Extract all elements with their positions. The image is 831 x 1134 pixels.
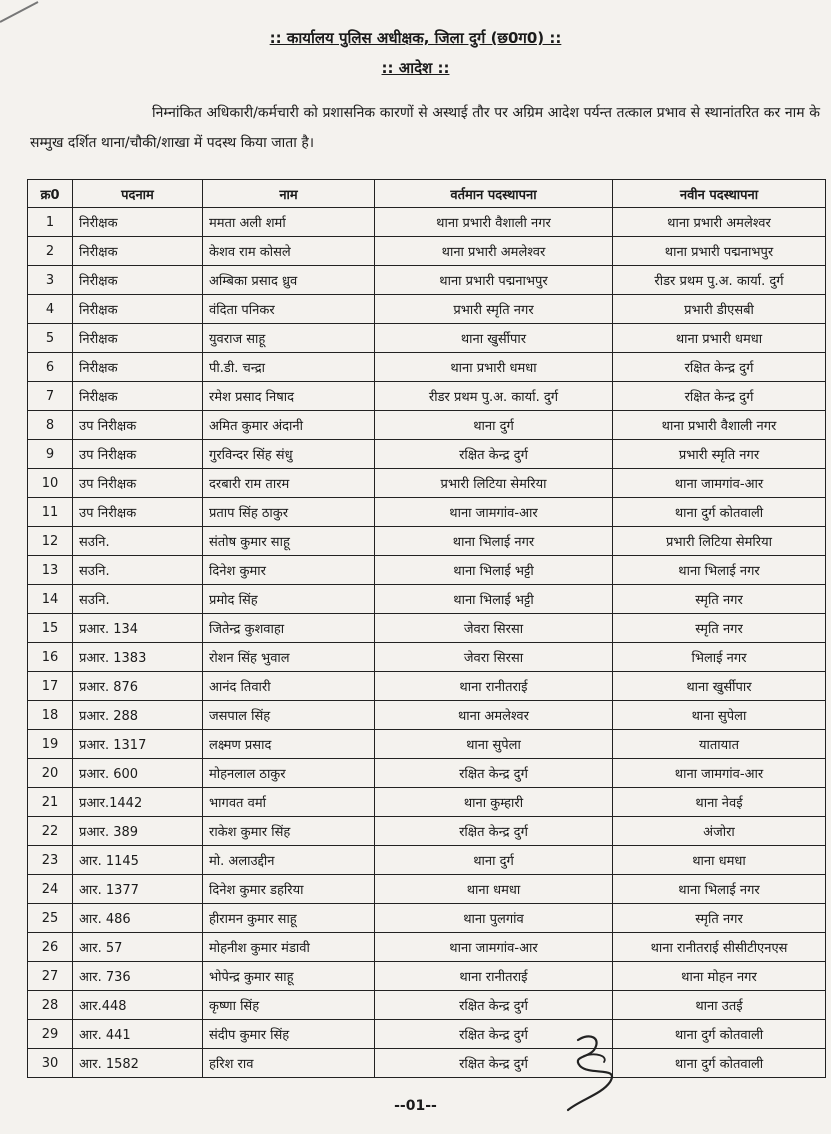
serial-cell: 23 bbox=[28, 846, 73, 875]
serial-cell: 29 bbox=[28, 1020, 73, 1049]
new-posting-cell: थाना सुपेला bbox=[613, 701, 826, 730]
name-cell: दिनेश कुमार bbox=[203, 556, 375, 585]
current-posting-cell: थाना सुपेला bbox=[375, 730, 613, 759]
name-cell: मो. अलाउद्दीन bbox=[203, 846, 375, 875]
table-row bbox=[28, 759, 826, 788]
new-posting-cell: थाना मोहन नगर bbox=[613, 962, 826, 991]
table-row bbox=[28, 730, 826, 759]
new-posting-cell: थाना दुर्ग कोतवाली bbox=[613, 1049, 826, 1078]
name-cell: पी.डी. चन्द्रा bbox=[203, 353, 375, 382]
name-cell: रमेश प्रसाद निषाद bbox=[203, 382, 375, 411]
name-cell: गुरविन्दर सिंह संधु bbox=[203, 440, 375, 469]
name-cell: केशव राम कोसले bbox=[203, 237, 375, 266]
column-header-new-posting: नवीन पदस्थापना bbox=[613, 180, 826, 208]
serial-cell: 3 bbox=[28, 266, 73, 295]
serial-cell: 6 bbox=[28, 353, 73, 382]
current-posting-cell: थाना प्रभारी धमधा bbox=[375, 353, 613, 382]
name-cell: लक्ष्मण प्रसाद bbox=[203, 730, 375, 759]
table-row bbox=[28, 556, 826, 585]
current-posting-cell: थाना रानीतराई bbox=[375, 672, 613, 701]
page-number: --01-- bbox=[394, 1098, 437, 1114]
table-row bbox=[28, 875, 826, 904]
designation-cell: प्रआर. 389 bbox=[73, 817, 203, 846]
table-row bbox=[28, 817, 826, 846]
new-posting-cell: थाना नेवई bbox=[613, 788, 826, 817]
new-posting-cell: प्रभारी डीएसबी bbox=[613, 295, 826, 324]
table-body bbox=[28, 208, 826, 1078]
serial-cell: 25 bbox=[28, 904, 73, 933]
table-row bbox=[28, 527, 826, 556]
name-cell: संतोष कुमार साहू bbox=[203, 527, 375, 556]
current-posting-cell: प्रभारी लिटिया सेमरिया bbox=[375, 469, 613, 498]
new-posting-cell: थाना रानीतराई सीसीटीएनएस bbox=[613, 933, 826, 962]
new-posting-cell: थाना प्रभारी वैशाली नगर bbox=[613, 411, 826, 440]
new-posting-cell: थाना दुर्ग कोतवाली bbox=[613, 498, 826, 527]
designation-cell: आर.448 bbox=[73, 991, 203, 1020]
current-posting-cell: थाना दुर्ग bbox=[375, 846, 613, 875]
current-posting-cell: थाना भिलाई भट्टी bbox=[375, 556, 613, 585]
name-cell: दरबारी राम तारम bbox=[203, 469, 375, 498]
designation-cell: निरीक्षक bbox=[73, 324, 203, 353]
serial-cell: 12 bbox=[28, 527, 73, 556]
designation-cell: प्रआर. 876 bbox=[73, 672, 203, 701]
designation-cell: आर. 1377 bbox=[73, 875, 203, 904]
designation-cell: आर. 1582 bbox=[73, 1049, 203, 1078]
current-posting-cell: रक्षित केन्द्र दुर्ग bbox=[375, 1049, 613, 1078]
table-row bbox=[28, 382, 826, 411]
serial-cell: 28 bbox=[28, 991, 73, 1020]
current-posting-cell: थाना खुर्सीपार bbox=[375, 324, 613, 353]
table-row bbox=[28, 1049, 826, 1078]
serial-cell: 22 bbox=[28, 817, 73, 846]
serial-cell: 17 bbox=[28, 672, 73, 701]
table-row bbox=[28, 469, 826, 498]
serial-cell: 15 bbox=[28, 614, 73, 643]
designation-cell: निरीक्षक bbox=[73, 382, 203, 411]
designation-cell: सउनि. bbox=[73, 585, 203, 614]
serial-cell: 24 bbox=[28, 875, 73, 904]
table-row bbox=[28, 353, 826, 382]
new-posting-cell: थाना भिलाई नगर bbox=[613, 875, 826, 904]
name-cell: रोशन सिंह भुवाल bbox=[203, 643, 375, 672]
table-row bbox=[28, 324, 826, 353]
new-posting-cell: थाना प्रभारी पद्मनाभपुर bbox=[613, 237, 826, 266]
table-row bbox=[28, 1020, 826, 1049]
new-posting-cell: थाना जामगांव-आर bbox=[613, 469, 826, 498]
current-posting-cell: रक्षित केन्द्र दुर्ग bbox=[375, 817, 613, 846]
current-posting-cell: थाना भिलाई भट्टी bbox=[375, 585, 613, 614]
column-header-serial: क्र0 bbox=[28, 180, 73, 208]
current-posting-cell: थाना कुम्हारी bbox=[375, 788, 613, 817]
name-cell: मोहनलाल ठाकुर bbox=[203, 759, 375, 788]
serial-cell: 8 bbox=[28, 411, 73, 440]
name-cell: प्रताप सिंह ठाकुर bbox=[203, 498, 375, 527]
name-cell: राकेश कुमार सिंह bbox=[203, 817, 375, 846]
name-cell: प्रमोद सिंह bbox=[203, 585, 375, 614]
designation-cell: निरीक्षक bbox=[73, 353, 203, 382]
current-posting-cell: रक्षित केन्द्र दुर्ग bbox=[375, 991, 613, 1020]
name-cell: जितेन्द्र कुशवाहा bbox=[203, 614, 375, 643]
new-posting-cell: प्रभारी लिटिया सेमरिया bbox=[613, 527, 826, 556]
designation-cell: सउनि. bbox=[73, 556, 203, 585]
serial-cell: 20 bbox=[28, 759, 73, 788]
designation-cell: प्रआर. 1317 bbox=[73, 730, 203, 759]
table-row bbox=[28, 237, 826, 266]
table-row bbox=[28, 614, 826, 643]
current-posting-cell: थाना प्रभारी पद्मनाभपुर bbox=[375, 266, 613, 295]
new-posting-cell: थाना प्रभारी धमधा bbox=[613, 324, 826, 353]
designation-cell: प्रआर. 1383 bbox=[73, 643, 203, 672]
current-posting-cell: थाना रानीतराई bbox=[375, 962, 613, 991]
serial-cell: 5 bbox=[28, 324, 73, 353]
new-posting-cell: प्रभारी स्मृति नगर bbox=[613, 440, 826, 469]
new-posting-cell: थाना प्रभारी अमलेश्वर bbox=[613, 208, 826, 237]
serial-cell: 4 bbox=[28, 295, 73, 324]
table-row bbox=[28, 208, 826, 237]
current-posting-cell: थाना पुलगांव bbox=[375, 904, 613, 933]
new-posting-cell: रक्षित केन्द्र दुर्ग bbox=[613, 353, 826, 382]
table-row bbox=[28, 991, 826, 1020]
name-cell: भोपेन्द्र कुमार साहू bbox=[203, 962, 375, 991]
order-heading: :: आदेश :: bbox=[381, 59, 450, 77]
table-row bbox=[28, 266, 826, 295]
current-posting-cell: रक्षित केन्द्र दुर्ग bbox=[375, 440, 613, 469]
new-posting-cell: यातायात bbox=[613, 730, 826, 759]
current-posting-cell: जेवरा सिरसा bbox=[375, 643, 613, 672]
new-posting-cell: भिलाई नगर bbox=[613, 643, 826, 672]
table-row bbox=[28, 701, 826, 730]
serial-cell: 21 bbox=[28, 788, 73, 817]
order-intro-paragraph: निम्नांकित अधिकारी/कर्मचारी को प्रशासनिक कारणों से अस्थाई तौर पर अग्रिम आदेश पर्यन्त तत्काल प्रभाव से स्थानांतरित कर नाम के सम्मुख दर्शित थाना/चौकी/शाखा में पदस्थ किया जाता है। bbox=[30, 105, 820, 151]
current-posting-cell: रीडर प्रथम पु.अ. कार्या. दुर्ग bbox=[375, 382, 613, 411]
serial-cell: 7 bbox=[28, 382, 73, 411]
serial-cell: 30 bbox=[28, 1049, 73, 1078]
column-header-name: नाम bbox=[203, 180, 375, 208]
designation-cell: प्रआर. 600 bbox=[73, 759, 203, 788]
name-cell: कृष्णा सिंह bbox=[203, 991, 375, 1020]
new-posting-cell: थाना खुर्सीपार bbox=[613, 672, 826, 701]
column-header-current-posting: वर्तमान पदस्थापना bbox=[375, 180, 613, 208]
new-posting-cell: थाना भिलाई नगर bbox=[613, 556, 826, 585]
current-posting-cell: थाना प्रभारी वैशाली नगर bbox=[375, 208, 613, 237]
designation-cell: उप निरीक्षक bbox=[73, 411, 203, 440]
serial-cell: 10 bbox=[28, 469, 73, 498]
serial-cell: 18 bbox=[28, 701, 73, 730]
serial-cell: 1 bbox=[28, 208, 73, 237]
serial-cell: 11 bbox=[28, 498, 73, 527]
new-posting-cell: स्मृति नगर bbox=[613, 585, 826, 614]
designation-cell: आर. 441 bbox=[73, 1020, 203, 1049]
office-heading: :: कार्यालय पुलिस अधीक्षक, जिला दुर्ग (छ0ग0) :: bbox=[269, 29, 562, 47]
designation-cell: उप निरीक्षक bbox=[73, 440, 203, 469]
name-cell: दिनेश कुमार डहरिया bbox=[203, 875, 375, 904]
new-posting-cell: रक्षित केन्द्र दुर्ग bbox=[613, 382, 826, 411]
table-row bbox=[28, 440, 826, 469]
new-posting-cell: अंजोरा bbox=[613, 817, 826, 846]
designation-cell: निरीक्षक bbox=[73, 295, 203, 324]
current-posting-cell: थाना जामगांव-आर bbox=[375, 933, 613, 962]
name-cell: अमित कुमार अंदानी bbox=[203, 411, 375, 440]
designation-cell: प्रआर.1442 bbox=[73, 788, 203, 817]
new-posting-cell: स्मृति नगर bbox=[613, 904, 826, 933]
table-row bbox=[28, 643, 826, 672]
designation-cell: प्रआर. 134 bbox=[73, 614, 203, 643]
page-corner-mark bbox=[0, 0, 60, 30]
designation-cell: आर. 736 bbox=[73, 962, 203, 991]
new-posting-cell: थाना धमधा bbox=[613, 846, 826, 875]
designation-cell: आर. 57 bbox=[73, 933, 203, 962]
name-cell: हरिश राव bbox=[203, 1049, 375, 1078]
current-posting-cell: थाना भिलाई नगर bbox=[375, 527, 613, 556]
table-row bbox=[28, 411, 826, 440]
name-cell: ममता अली शर्मा bbox=[203, 208, 375, 237]
designation-cell: आर. 1145 bbox=[73, 846, 203, 875]
serial-cell: 9 bbox=[28, 440, 73, 469]
designation-cell: प्रआर. 288 bbox=[73, 701, 203, 730]
new-posting-cell: थाना उतई bbox=[613, 991, 826, 1020]
column-header-designation: पदनाम bbox=[73, 180, 203, 208]
table-header-row bbox=[28, 180, 826, 208]
designation-cell: उप निरीक्षक bbox=[73, 498, 203, 527]
transfer-table bbox=[27, 179, 826, 1078]
designation-cell: सउनि. bbox=[73, 527, 203, 556]
current-posting-cell: जेवरा सिरसा bbox=[375, 614, 613, 643]
current-posting-cell: थाना प्रभारी अमलेश्वर bbox=[375, 237, 613, 266]
name-cell: मोहनीश कुमार मंडावी bbox=[203, 933, 375, 962]
serial-cell: 26 bbox=[28, 933, 73, 962]
table-row bbox=[28, 904, 826, 933]
serial-cell: 2 bbox=[28, 237, 73, 266]
designation-cell: उप निरीक्षक bbox=[73, 469, 203, 498]
name-cell: अम्बिका प्रसाद ध्रुव bbox=[203, 266, 375, 295]
serial-cell: 13 bbox=[28, 556, 73, 585]
name-cell: आनंद तिवारी bbox=[203, 672, 375, 701]
new-posting-cell: थाना जामगांव-आर bbox=[613, 759, 826, 788]
table-row bbox=[28, 962, 826, 991]
name-cell: वंदिता पनिकर bbox=[203, 295, 375, 324]
serial-cell: 19 bbox=[28, 730, 73, 759]
current-posting-cell: थाना जामगांव-आर bbox=[375, 498, 613, 527]
table-row bbox=[28, 672, 826, 701]
serial-cell: 14 bbox=[28, 585, 73, 614]
name-cell: भागवत वर्मा bbox=[203, 788, 375, 817]
new-posting-cell: रीडर प्रथम पु.अ. कार्या. दुर्ग bbox=[613, 266, 826, 295]
designation-cell: आर. 486 bbox=[73, 904, 203, 933]
current-posting-cell: प्रभारी स्मृति नगर bbox=[375, 295, 613, 324]
table-row bbox=[28, 788, 826, 817]
table-row bbox=[28, 585, 826, 614]
serial-cell: 16 bbox=[28, 643, 73, 672]
table-row bbox=[28, 846, 826, 875]
table-row bbox=[28, 295, 826, 324]
current-posting-cell: थाना अमलेश्वर bbox=[375, 701, 613, 730]
name-cell: संदीप कुमार सिंह bbox=[203, 1020, 375, 1049]
table-row bbox=[28, 498, 826, 527]
current-posting-cell: थाना दुर्ग bbox=[375, 411, 613, 440]
new-posting-cell: थाना दुर्ग कोतवाली bbox=[613, 1020, 826, 1049]
designation-cell: निरीक्षक bbox=[73, 237, 203, 266]
designation-cell: निरीक्षक bbox=[73, 208, 203, 237]
current-posting-cell: रक्षित केन्द्र दुर्ग bbox=[375, 759, 613, 788]
current-posting-cell: थाना धमधा bbox=[375, 875, 613, 904]
current-posting-cell: रक्षित केन्द्र दुर्ग bbox=[375, 1020, 613, 1049]
name-cell: जसपाल सिंह bbox=[203, 701, 375, 730]
table-row bbox=[28, 933, 826, 962]
designation-cell: निरीक्षक bbox=[73, 266, 203, 295]
name-cell: युवराज साहू bbox=[203, 324, 375, 353]
serial-cell: 27 bbox=[28, 962, 73, 991]
name-cell: हीरामन कुमार साहू bbox=[203, 904, 375, 933]
new-posting-cell: स्मृति नगर bbox=[613, 614, 826, 643]
